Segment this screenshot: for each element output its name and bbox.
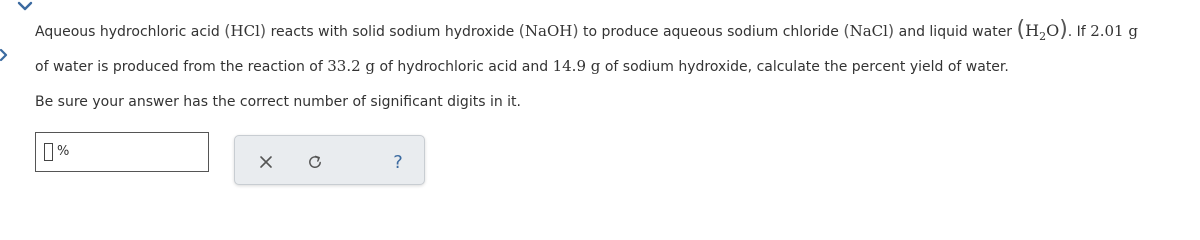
question-line-2 xyxy=(35,48,1195,84)
collapse-tab[interactable] xyxy=(14,0,36,14)
side-panel-tab[interactable] xyxy=(0,38,10,72)
question-text-segment: . If xyxy=(1067,24,1091,40)
sig-fig-instruction: Be sure your answer has the correct number of significant digits in it. xyxy=(35,94,521,110)
paren-close: ) xyxy=(259,21,267,40)
help-button[interactable] xyxy=(378,142,418,182)
question-text-segment: Aqueous hydrochloric acid xyxy=(35,24,225,40)
question-text-segment: of sodium hydroxide, calculate the percent yield of water. xyxy=(600,59,1009,75)
formula-water-o: O xyxy=(1046,21,1060,40)
answer-entry-field[interactable] xyxy=(44,143,53,161)
formula-naoh: NaOH xyxy=(524,22,573,40)
paren-close: ) xyxy=(887,21,895,40)
question-text-segment: and liquid water xyxy=(894,24,1017,40)
undo-button[interactable] xyxy=(295,142,335,182)
hcl-mass: 33.2 g xyxy=(327,57,376,75)
chevron-right-icon xyxy=(0,48,8,62)
x-icon xyxy=(259,155,273,169)
paren-close: ) xyxy=(1059,17,1068,42)
formula-water xyxy=(1025,21,1060,44)
undo-icon xyxy=(307,154,323,170)
answer-tools-panel xyxy=(234,135,425,185)
formula-water-h: H xyxy=(1025,21,1040,40)
question-text-segment: reacts with solid sodium hydroxide xyxy=(266,24,519,40)
question-text-segment: of water is produced from the reaction of xyxy=(35,59,328,75)
answer-input[interactable] xyxy=(35,132,209,172)
water-mass: 2.01 g xyxy=(1090,22,1138,40)
chevron-down-icon xyxy=(16,0,34,12)
question-text-segment: of hydrochloric acid and xyxy=(375,59,553,75)
paren-open: ( xyxy=(1016,17,1026,42)
formula-nacl: NaCl xyxy=(849,22,888,40)
paren-open: ( xyxy=(518,21,525,40)
formula-water-subscript: 2 xyxy=(1039,30,1047,44)
naoh-mass: 14.9 g xyxy=(552,57,601,75)
help-icon: ? xyxy=(393,151,403,173)
paren-open: ( xyxy=(224,21,231,40)
paren-close: ) xyxy=(572,21,579,40)
question-text xyxy=(35,12,1195,84)
question-line-1 xyxy=(35,12,1195,48)
formula-hcl: HCl xyxy=(230,22,260,40)
paren-open: ( xyxy=(843,21,850,40)
percent-unit-label: % xyxy=(57,144,70,159)
clear-button[interactable] xyxy=(246,142,286,182)
question-text-segment: to produce aqueous sodium chloride xyxy=(578,24,844,40)
